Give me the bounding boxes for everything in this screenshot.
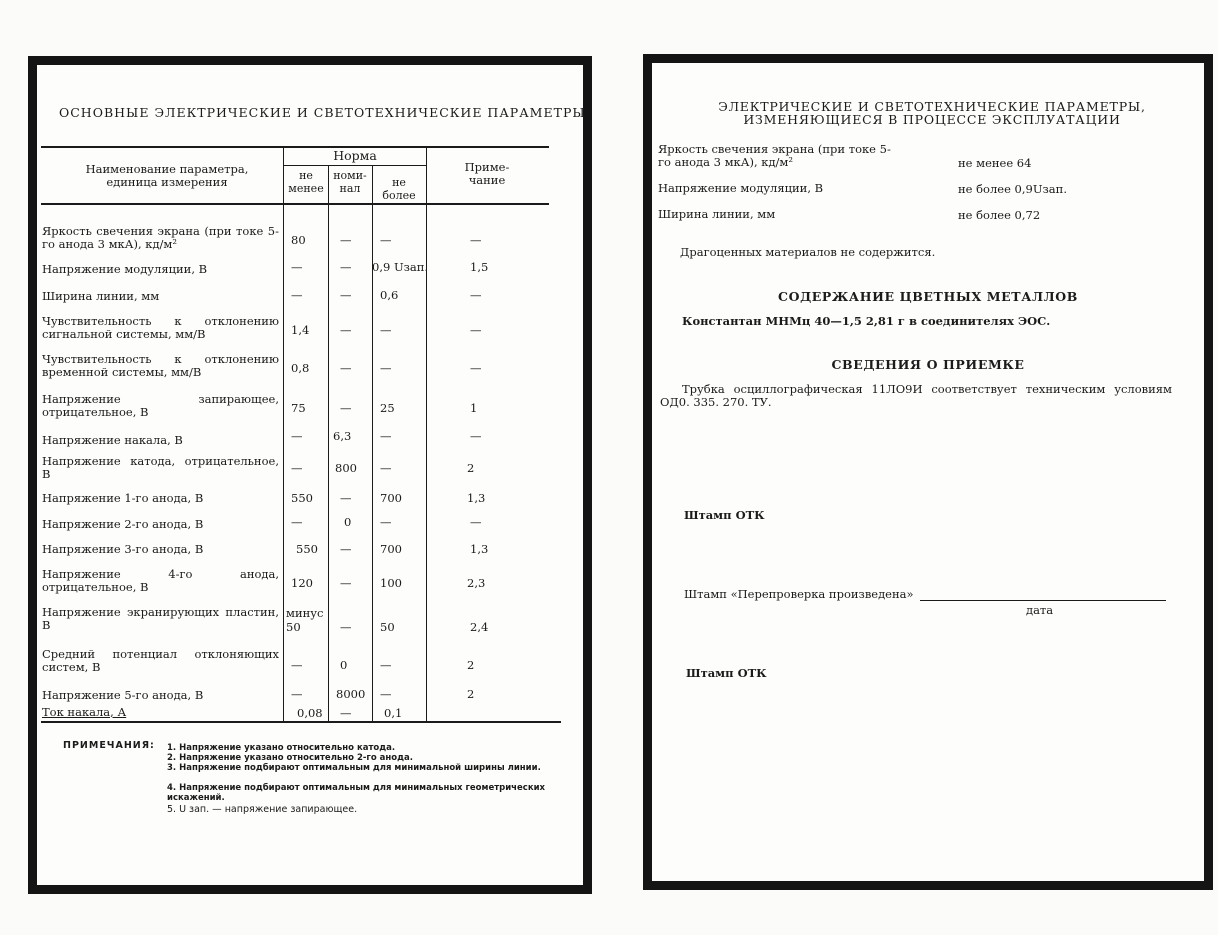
value-min: — (291, 429, 303, 443)
value-nom: — (340, 323, 352, 337)
header-max: не более (382, 176, 416, 202)
param-name: Напряжение 4-го анода, отрицательное, В (42, 567, 279, 594)
value-min: — (291, 288, 303, 302)
value-note: 2 (467, 658, 475, 672)
operation-sheet (643, 54, 1213, 890)
value-min: — (291, 260, 303, 274)
col-rule-2 (328, 166, 329, 722)
value-min: 0,8 (291, 361, 310, 375)
value-min: 1,4 (291, 323, 310, 337)
parameters-sheet (28, 56, 592, 894)
value-max: — (380, 515, 392, 529)
value-nom: 800 (335, 461, 357, 475)
stamp-recheck: Штамп «Перепроверка произведена» (684, 587, 914, 601)
value-nom: — (340, 233, 352, 247)
value-max: 0,1 (384, 706, 403, 720)
value-note: — (470, 515, 482, 529)
value-max: 100 (380, 576, 402, 590)
param-name: Напряжение катода, отрицательное, В (42, 454, 279, 481)
notes-title: ПРИМЕЧАНИЯ: (63, 740, 155, 751)
param-name: Ширина линии, мм (42, 289, 160, 303)
param-name: Напряжение запирающее, отрицательное, В (42, 392, 279, 419)
header-norma: Норма (333, 148, 377, 163)
param-name: Ширина линии, мм (658, 207, 776, 221)
table-top-rule (41, 146, 549, 148)
value-max: 25 (380, 401, 395, 415)
value-max: 50 (380, 620, 395, 634)
param-value: не менее 64 (958, 156, 1032, 170)
header-note: Приме- чание (464, 160, 510, 187)
sheet-title-line1: ЭЛЕКТРИЧЕСКИЕ И СВЕТОТЕХНИЧЕСКИЕ ПАРАМЕТРЫ, (718, 99, 1146, 114)
value-min: 120 (291, 576, 313, 590)
col-rule-3 (372, 166, 373, 722)
col-rule-4 (426, 147, 427, 722)
param-name: Ток накала, А (42, 705, 127, 719)
param-value: не более 0,9Uзап. (958, 182, 1067, 196)
note-item: 1. Напряжение указано относительно катода. (167, 743, 396, 753)
value-note: 2 (467, 687, 475, 701)
value-note: — (470, 233, 482, 247)
value-note: 1,5 (470, 260, 489, 274)
param-name: Яркость свечения экрана (при токе 5-го анода 3 мкА), кд/м² (658, 142, 891, 169)
value-nom: — (340, 361, 352, 375)
acceptance-title: СВЕДЕНИЯ О ПРИЕМКЕ (831, 357, 1025, 372)
date-label: дата (1026, 603, 1054, 617)
value-nom: — (340, 542, 352, 556)
note-item: 4. Напряжение подбирают оптимальным для минимальных геометрических искажений. (167, 783, 546, 803)
col-rule-1 (283, 147, 284, 722)
value-note: — (470, 288, 482, 302)
value-max: — (380, 361, 392, 375)
value-nom: 8000 (336, 687, 366, 701)
value-max: — (380, 461, 392, 475)
value-max: 0,9 Uзап. (372, 260, 429, 274)
value-max: — (380, 233, 392, 247)
param-name: Средний потенциал отклоняющих систем, В (42, 647, 279, 674)
value-nom: 0 (340, 658, 348, 672)
note-item: 3. Напряжение подбирают оптимальным для минимальной ширины линии. (167, 763, 541, 773)
metals-title: СОДЕРЖАНИЕ ЦВЕТНЫХ МЕТАЛЛОВ (778, 289, 1078, 304)
sheet-title: ОСНОВНЫЕ ЭЛЕКТРИЧЕСКИЕ И СВЕТОТЕХНИЧЕСКИЕ ПАРАМЕТРЫ (59, 105, 586, 120)
acceptance-text: Трубка осциллографическая 11ЛО9И соответствует техническим условиям ОД0. 335. 270. ТУ. (660, 382, 1172, 409)
value-nom: 6,3 (333, 429, 352, 443)
value-min: — (291, 515, 303, 529)
value-max: — (380, 687, 392, 701)
value-note: — (470, 361, 482, 375)
value-nom: — (340, 576, 352, 590)
header-min: не менее (288, 169, 324, 195)
value-note: 1,3 (470, 542, 489, 556)
value-min: 0,08 (297, 706, 323, 720)
value-min: — (291, 658, 303, 672)
value-nom: — (340, 288, 352, 302)
note-item: 2. Напряжение указано относительно 2-го анода. (167, 753, 413, 763)
value-nom: — (340, 401, 352, 415)
param-name: Напряжение 1-го анода, В (42, 491, 204, 505)
value-min: 550 (296, 542, 318, 556)
value-min: 80 (291, 233, 306, 247)
param-name: Яркость свечения экрана (при токе 5-го анода 3 мкА), кд/м² (42, 224, 279, 251)
value-max: — (380, 323, 392, 337)
header-name: Наименование параметра, единица измерения (85, 162, 249, 189)
header-bottom-rule (41, 203, 549, 205)
value-max: 0,6 (380, 288, 399, 302)
param-name: Напряжение экранирующих пластин, В (42, 605, 279, 632)
stamp-otk-2: Штамп ОТК (686, 666, 767, 680)
header-nom: номи- нал (333, 169, 367, 195)
param-name: Напряжение модуляции, В (658, 181, 824, 195)
value-nom: — (340, 620, 352, 634)
value-nom: — (340, 706, 352, 720)
value-min: — (291, 687, 303, 701)
value-max: — (380, 658, 392, 672)
precious-metals-note: Драгоценных материалов не содержится. (680, 245, 936, 259)
value-note: 2,4 (470, 620, 489, 634)
signature-line (920, 600, 1166, 601)
value-note: — (470, 429, 482, 443)
value-note: — (470, 323, 482, 337)
value-note: 2,3 (467, 576, 486, 590)
stamp-otk-1: Штамп ОТК (684, 508, 765, 522)
norma-rule (284, 165, 426, 166)
value-max: — (380, 429, 392, 443)
param-name: Напряжение 3-го анода, В (42, 542, 204, 556)
param-name: Напряжение 2-го анода, В (42, 517, 204, 531)
value-max: 700 (380, 542, 402, 556)
param-name: Напряжение накала, В (42, 433, 183, 447)
metals-text: Константан МНМц 40—1,5 2,81 г в соединителях ЭОС. (682, 314, 1051, 328)
param-name: Чувствительность к отклонению сигнальной системы, мм/В (42, 314, 279, 341)
value-min: 75 (291, 401, 306, 415)
table-bottom-rule (41, 721, 561, 723)
value-note: 1,3 (467, 491, 486, 505)
value-nom: — (340, 260, 352, 274)
value-nom: — (340, 491, 352, 505)
value-note: 1 (470, 401, 478, 415)
value-min: минус 50 (286, 606, 324, 634)
value-min: 550 (291, 491, 313, 505)
param-value: не более 0,72 (958, 208, 1041, 222)
param-name: Чувствительность к отклонению временной системы, мм/В (42, 352, 279, 379)
value-max: 700 (380, 491, 402, 505)
param-name: Напряжение модуляции, В (42, 262, 208, 276)
value-note: 2 (467, 461, 475, 475)
value-min: — (291, 461, 303, 475)
note-item: 5. U зап. — напряжение запирающее. (167, 804, 358, 815)
value-nom: 0 (344, 515, 352, 529)
sheet-title-line2: ИЗМЕНЯЮЩИЕСЯ В ПРОЦЕССЕ ЭКСПЛУАТАЦИИ (743, 112, 1121, 127)
param-name: Напряжение 5-го анода, В (42, 688, 204, 702)
